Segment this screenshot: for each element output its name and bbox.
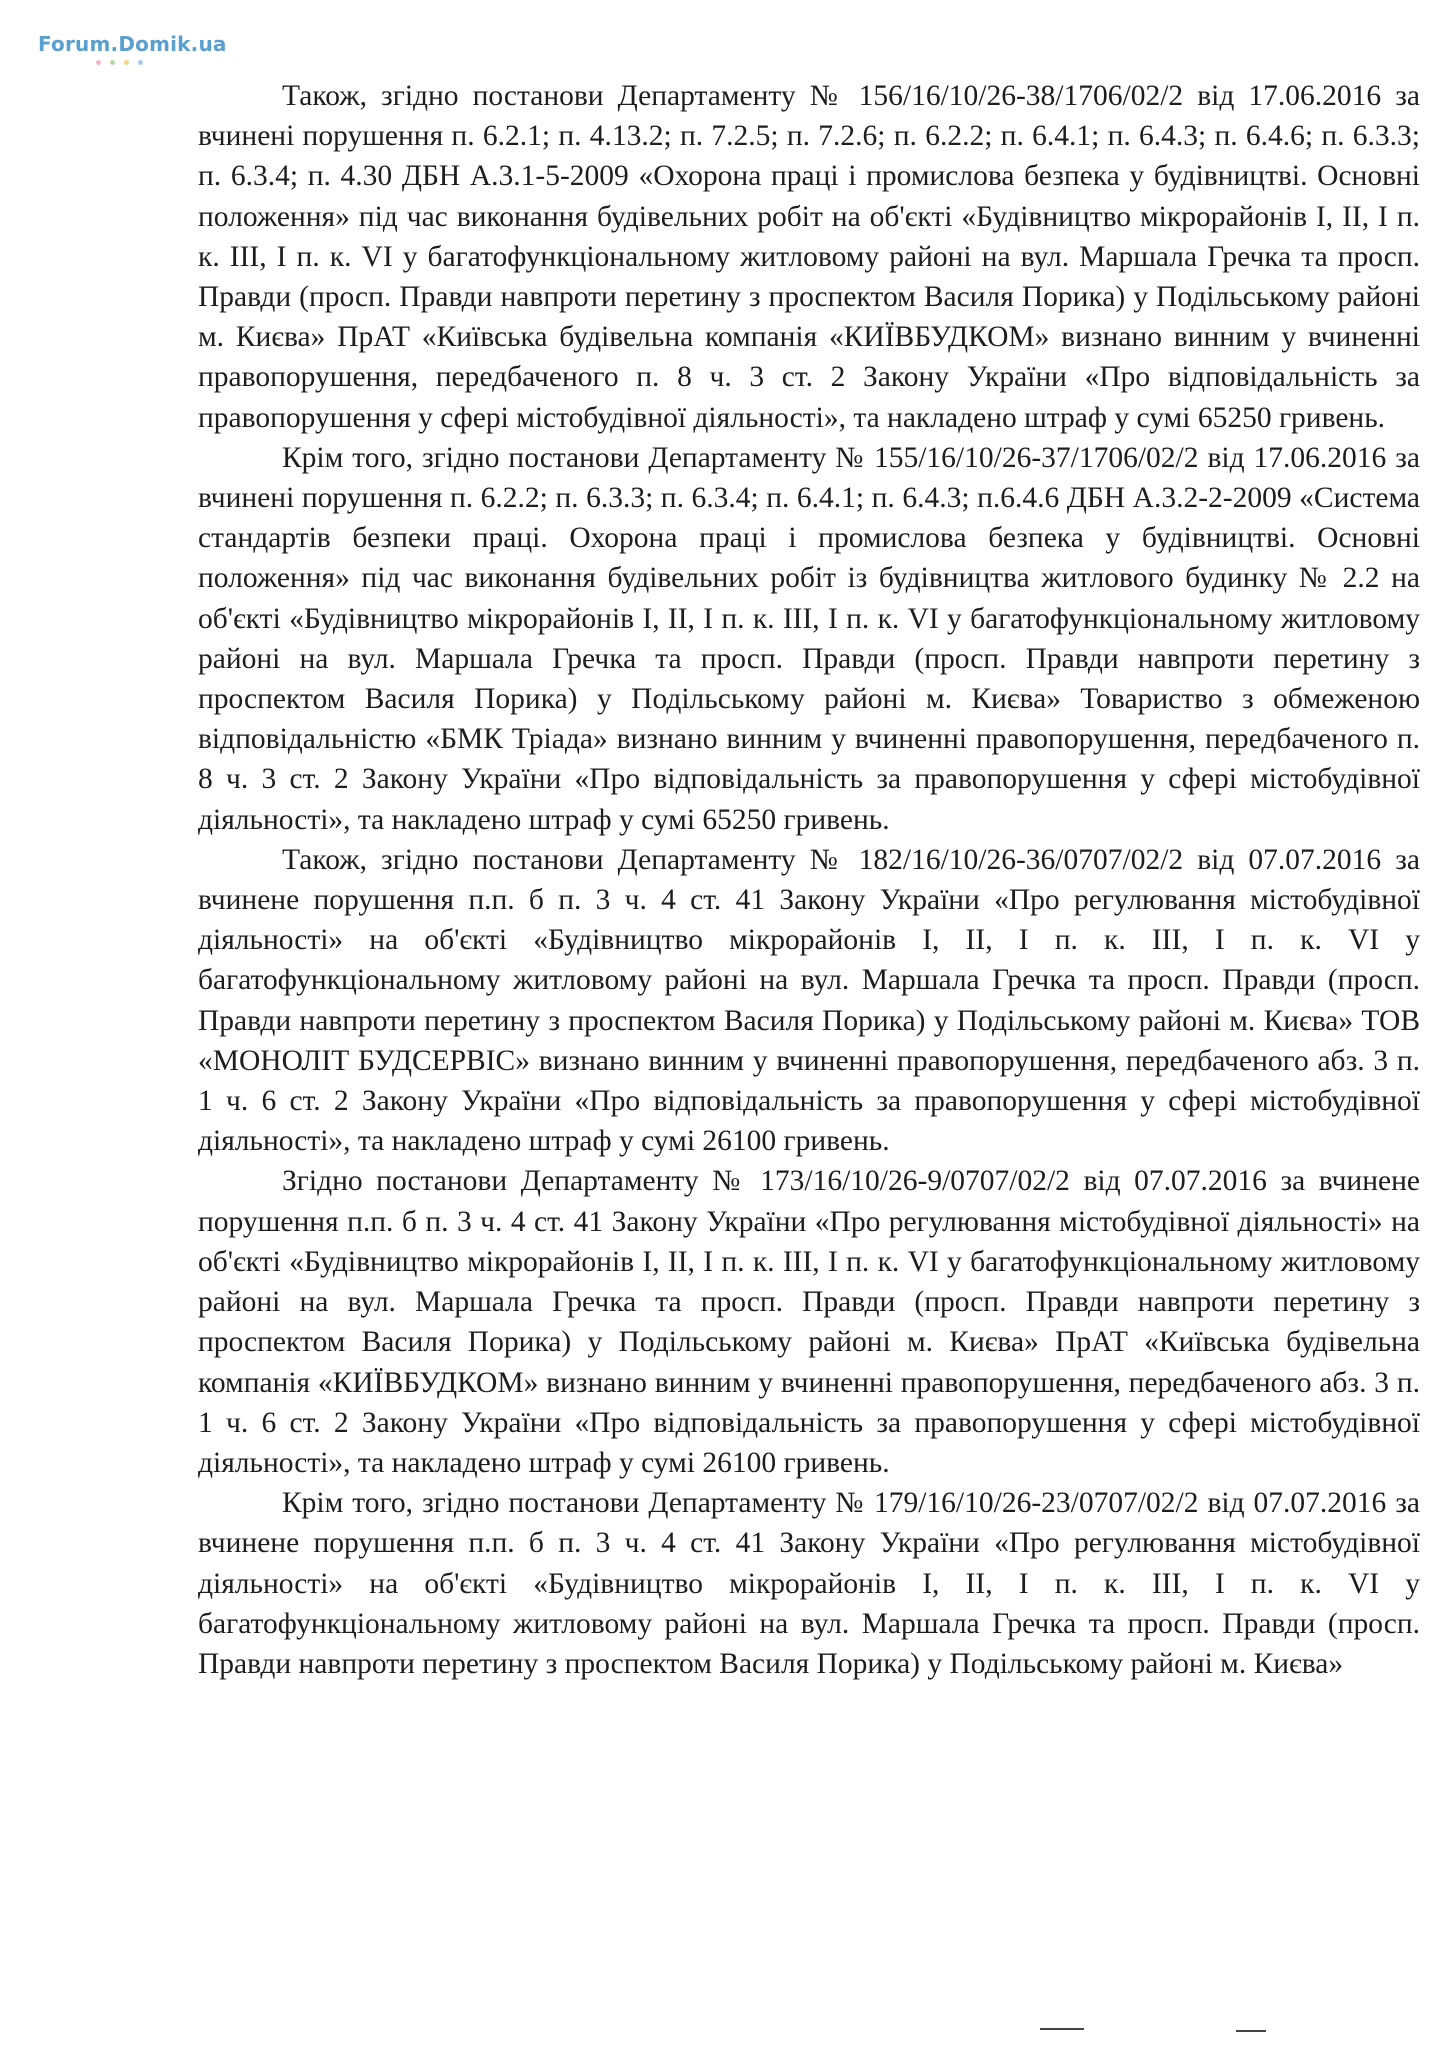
paragraph-resolution-182: Також, згідно постанови Департаменту № 182/16/10/26-36/0707/02/2 від 07.07.2016 за вчинене порушення п.п. б п. 3 ч. 4 ст. 41 Закону України «Про регулювання містобудівної діяльності» на об'єкті «Будівництво мікрорайонів І, ІІ, І п. к. ІІІ, І п. к. VI у багатофункціональному житловому районі на вул. Маршала Гречка та просп. Правди (просп. Правди навпроти перетину з проспектом Василя Порика) у Подільському районі м. Києва» ТОВ «МОНОЛІТ БУДСЕРВІС» визнано винним у вчиненні правопорушення, передбаченого абз. 3 п. 1 ч. 6 ст. 2 Закону України «Про відповідальність за правопорушення у сфері містобудівної діяльності», та накладено штраф у сумі 26100 гривень. — [198, 843, 1420, 1158]
watermark-dot — [110, 60, 115, 65]
paragraph-resolution-173: Згідно постанови Департаменту № 173/16/10/26-9/0707/02/2 від 07.07.2016 за вчинене порушення п.п. б п. 3 ч. 4 ст. 41 Закону України «Про регулювання містобудівної діяльності» на об'єкті «Будівництво мікрорайонів І, ІІ, І п. к. ІІІ, І п. к. VI у багатофункціональному житловому районі на вул. Маршала Гречка та просп. Правди (просп. Правди навпроти перетину з проспектом Василя Порика) у Подільському районі м. Києва» ПрАТ «Київська будівельна компанія «КИЇВБУДКОМ» визнано винним у вчиненні правопорушення, передбаченого абз. 3 п. 1 ч. 6 ст. 2 Закону України «Про відповідальність за правопорушення у сфері містобудівної діяльності», та накладено штраф у сумі 26100 гривень. — [198, 1165, 1420, 1479]
watermark-dots — [96, 60, 143, 66]
watermark-dot — [124, 60, 129, 65]
watermark-dot — [96, 60, 101, 65]
paragraph-resolution-156: Також, згідно постанови Департаменту № 156/16/10/26-38/1706/02/2 від 17.06.2016 за вчинені порушення п. 6.2.1; п. 4.13.2; п. 7.2.5; п. 7.2.6; п. 6.2.2; п. 6.4.1; п. 6.4.3; п. 6.4.6; п. 6.3.3; п. 6.3.4; п. 4.30 ДБН А.3.1-5-2009 «Охорона праці і промислова безпека у будівництві. Основні положення» під час виконання будівельних робіт на об'єкті «Будівництво мікрорайонів І, ІІ, І п. к. ІІІ, І п. к. VI у багатофункціональному житловому районі на вул. Маршала Гречка та просп. Правди (просп. Правди навпроти перетину з проспектом Василя Порика) у Подільському районі м. Києва» ПрАТ «Київська будівельна компанія «КИЇВБУДКОМ» визнано винним у вчиненні правопорушення, передбаченого п. 8 ч. 3 ст. 2 Закону України «Про відповідальність за правопорушення у сфері містобудівної діяльності», та накладено штраф у сумі 65250 гривень. — [198, 80, 1420, 434]
document-body — [198, 76, 1420, 1684]
scan-marks — [1040, 2026, 1280, 2036]
watermark-dot — [138, 60, 143, 65]
paragraph-resolution-179: Крім того, згідно постанови Департаменту № 179/16/10/26-23/0707/02/2 від 07.07.2016 за вчинене порушення п.п. б п. 3 ч. 4 ст. 41 Закону України «Про регулювання містобудівної діяльності» на об'єкті «Будівництво мікрорайонів І, ІІ, І п. к. ІІІ, І п. к. VI у багатофункціональному житловому районі на вул. Маршала Гречка та просп. Правди (просп. Правди навпроти перетину з проспектом Василя Порика) у Подільському районі м. Києва» — [198, 1487, 1420, 1680]
site-watermark: Forum.Domik.ua — [38, 32, 227, 56]
paragraph-resolution-155: Крім того, згідно постанови Департаменту № 155/16/10/26-37/1706/02/2 від 17.06.2016 за вчинені порушення п. 6.2.2; п. 6.3.3; п. 6.3.4; п. 6.4.1; п. 6.4.3; п.6.4.6 ДБН А.3.2-2-2009 «Система стандартів безпеки праці. Охорона праці і промислова безпека у будівництві. Основні положення» під час виконання будівельних робіт із будівництва житлового будинку № 2.2 на об'єкті «Будівництво мікрорайонів І, ІІ, І п. к. ІІІ, І п. к. VI у багатофункціональному житловому районі на вул. Маршала Гречка та просп. Правди (просп. Правди навпроти перетину з проспектом Василя Порика) у Подільському районі м. Києва» Товариство з обмеженою відповідальністю «БМК Тріада» визнано винним у вчиненні правопорушення, передбаченого п. 8 ч. 3 ст. 2 Закону України «Про відповідальність за правопорушення у сфері містобудівної діяльності», та накладено штраф у сумі 65250 гривень. — [198, 441, 1420, 836]
